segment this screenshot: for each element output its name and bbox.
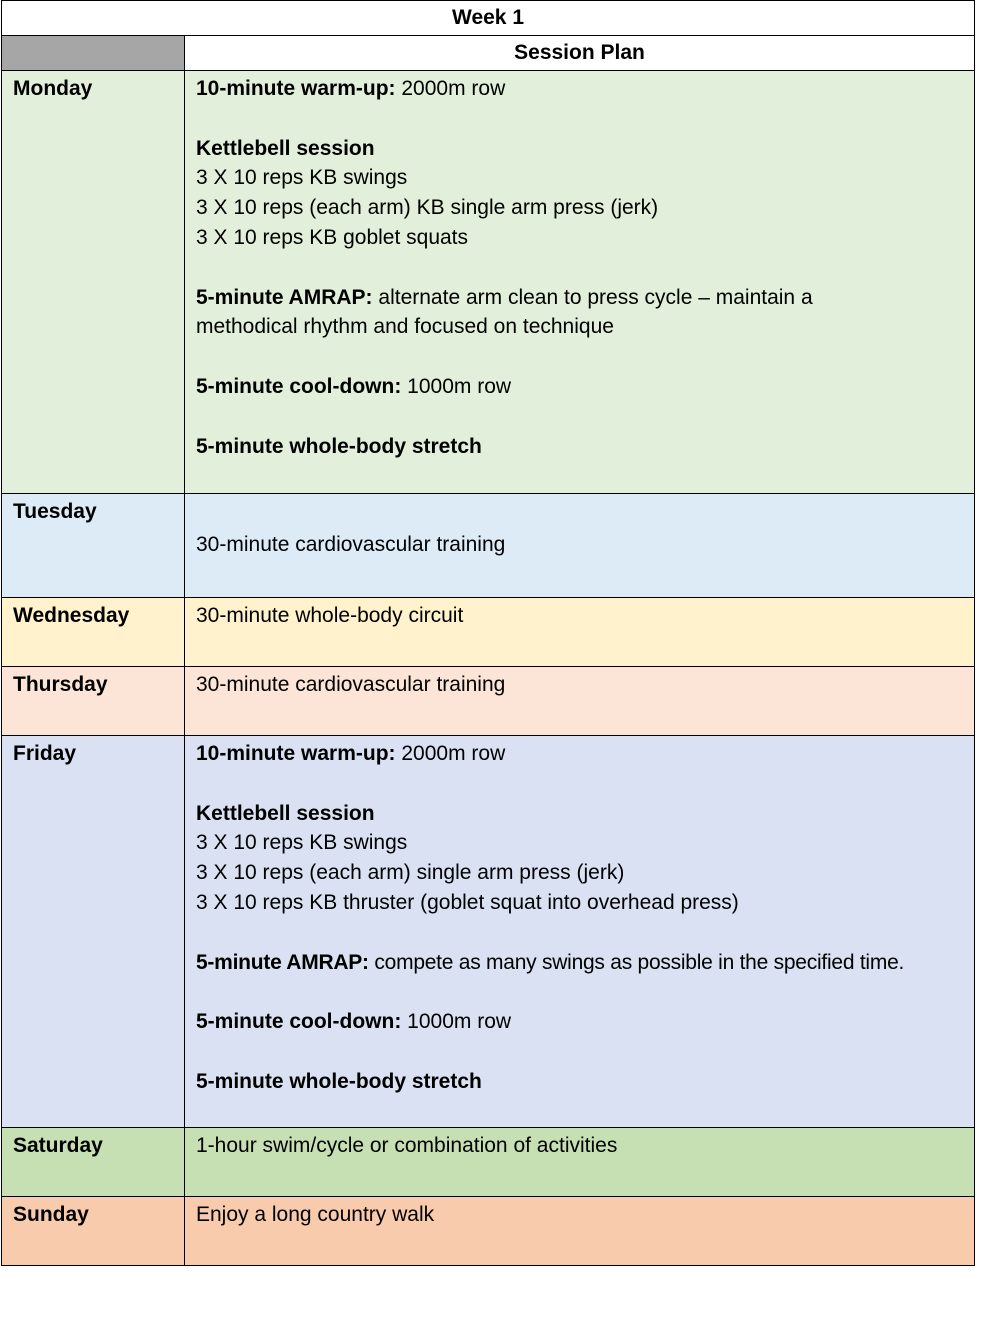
plan-cell-tuesday (185, 494, 975, 598)
monday-cooldown-text: 1000m row (407, 374, 512, 398)
friday-warmup-label: 10-minute warm-up: (196, 742, 396, 765)
monday-warmup-label: 10-minute warm-up: (196, 77, 396, 100)
day-label-saturday: Saturday (2, 1128, 185, 1197)
day-label-wednesday: Wednesday (2, 598, 185, 667)
friday-kb-2: 3 X 10 reps (each arm) single arm press (jerk) (196, 861, 625, 885)
friday-cooldown-text: 1000m row (407, 1010, 512, 1034)
monday-kb-3: 3 X 10 reps KB goblet squats (196, 225, 469, 249)
plan-cell-sunday (185, 1197, 975, 1266)
friday-amrap-text: compete as many swings as possible in the specified time. (374, 950, 905, 974)
day-label-sunday: Sunday (2, 1197, 185, 1266)
plan-cell-wednesday (185, 598, 975, 667)
friday-warmup (196, 739, 966, 769)
day-label-tuesday: Tuesday (2, 494, 185, 598)
week-title: Week 1 (2, 1, 975, 36)
monday-warmup-text: 2000m row (401, 77, 506, 100)
wednesday-text: 30-minute whole-body circuit (196, 604, 464, 627)
session-plan-table (1, 0, 975, 1266)
tuesday-text: 30-minute cardiovascular training (196, 533, 506, 556)
friday-warmup-text: 2000m row (401, 742, 506, 765)
day-row-sunday (2, 1197, 975, 1266)
monday-kb-title: Kettlebell session (196, 136, 375, 160)
friday-amrap (196, 948, 966, 978)
day-row-monday (2, 71, 975, 494)
plan-cell-saturday (185, 1128, 975, 1197)
title-row (2, 1, 975, 36)
monday-kb-1: 3 X 10 reps KB swings (196, 166, 408, 190)
day-label-monday: Monday (2, 71, 185, 494)
sunday-text: Enjoy a long country walk (196, 1203, 435, 1226)
day-row-saturday (2, 1128, 975, 1197)
plan-cell-thursday (185, 667, 975, 736)
monday-amrap-text: alternate arm clean to press cycle – maintain a methodical rhythm and focused on technique (196, 285, 813, 339)
header-session-plan: Session Plan (185, 36, 975, 71)
monday-amrap-label: 5-minute AMRAP: (196, 285, 373, 309)
friday-stretch: 5-minute whole-body stretch (196, 1069, 482, 1093)
day-row-thursday (2, 667, 975, 736)
friday-cooldown-label: 5-minute cool-down: (196, 1010, 402, 1034)
plan-cell-friday (185, 736, 975, 1128)
day-row-wednesday (2, 598, 975, 667)
friday-kb-3: 3 X 10 reps KB thruster (goblet squat into overhead press) (196, 890, 739, 914)
plan-cell-monday (185, 71, 975, 494)
header-row (2, 36, 975, 71)
day-row-tuesday (2, 494, 975, 598)
friday-kb-1: 3 X 10 reps KB swings (196, 831, 408, 855)
monday-amrap (196, 283, 966, 343)
friday-cooldown (196, 1007, 966, 1037)
monday-stretch: 5-minute whole-body stretch (196, 434, 482, 458)
day-row-friday (2, 736, 975, 1128)
monday-cooldown-label: 5-minute cool-down: (196, 374, 402, 398)
monday-kb-2: 3 X 10 reps (each arm) KB single arm press (jerk) (196, 196, 659, 220)
day-label-friday: Friday (2, 736, 185, 1128)
friday-kb-title: Kettlebell session (196, 801, 375, 825)
header-day-cell (2, 36, 185, 71)
monday-warmup (196, 74, 966, 104)
day-label-thursday: Thursday (2, 667, 185, 736)
saturday-text: 1-hour swim/cycle or combination of activities (196, 1134, 618, 1157)
monday-cooldown (196, 372, 966, 402)
thursday-text: 30-minute cardiovascular training (196, 673, 506, 696)
friday-amrap-label: 5-minute AMRAP: (196, 950, 369, 974)
